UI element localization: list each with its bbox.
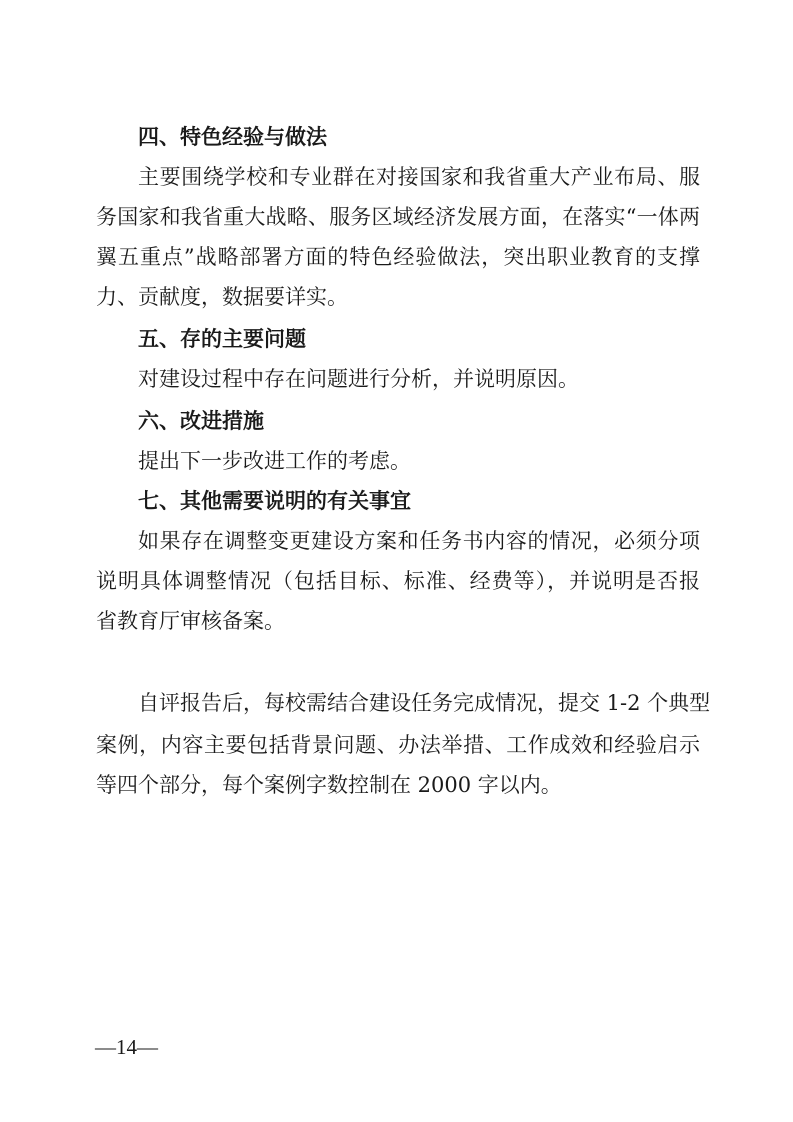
- section-6-paragraph-line-1: 提出下一步改进工作的考虑。: [138, 449, 411, 473]
- closing-paragraph-line-3: 等四个部分，每个案例字数控制在 2000 字以内。: [96, 773, 562, 797]
- closing-paragraph-line-1: 自评报告后，每校需结合建设任务完成情况，提交 1-2 个典型: [138, 691, 711, 715]
- section-5-heading: 五、存的主要问题: [138, 326, 306, 351]
- section-5-paragraph-line-1: 对建设过程中存在问题进行分析，并说明原因。: [138, 367, 579, 391]
- section-7-paragraph-line-2: 说明具体调整情况（包括目标、标准、经费等），并说明是否报: [96, 569, 700, 593]
- section-7-paragraph-line-3: 省教育厅审核备案。: [96, 609, 285, 633]
- section-4-paragraph-line-1: 主要围绕学校和专业群在对接国家和我省重大产业布局、服: [138, 165, 700, 189]
- section-4-paragraph-line-4: 力、贡献度，数据要详实。: [96, 285, 348, 309]
- section-4-paragraph-line-2: 务国家和我省重大战略、服务区域经济发展方面，在落实“一体两: [96, 205, 700, 229]
- section-7-heading: 七、其他需要说明的有关事宜: [138, 488, 411, 513]
- section-7-paragraph-line-1: 如果存在调整变更建设方案和任务书内容的情况，必须分项: [138, 529, 700, 553]
- section-4-paragraph-line-3: 翼五重点”战略部署方面的特色经验做法，突出职业教育的支撑: [96, 245, 700, 269]
- closing-paragraph-line-2: 案例，内容主要包括背景问题、办法举措、工作成效和经验启示: [96, 733, 700, 757]
- section-4-heading: 四、特色经验与做法: [138, 124, 327, 149]
- section-6-heading: 六、改进措施: [138, 408, 264, 433]
- page-number: —14—: [95, 1035, 158, 1059]
